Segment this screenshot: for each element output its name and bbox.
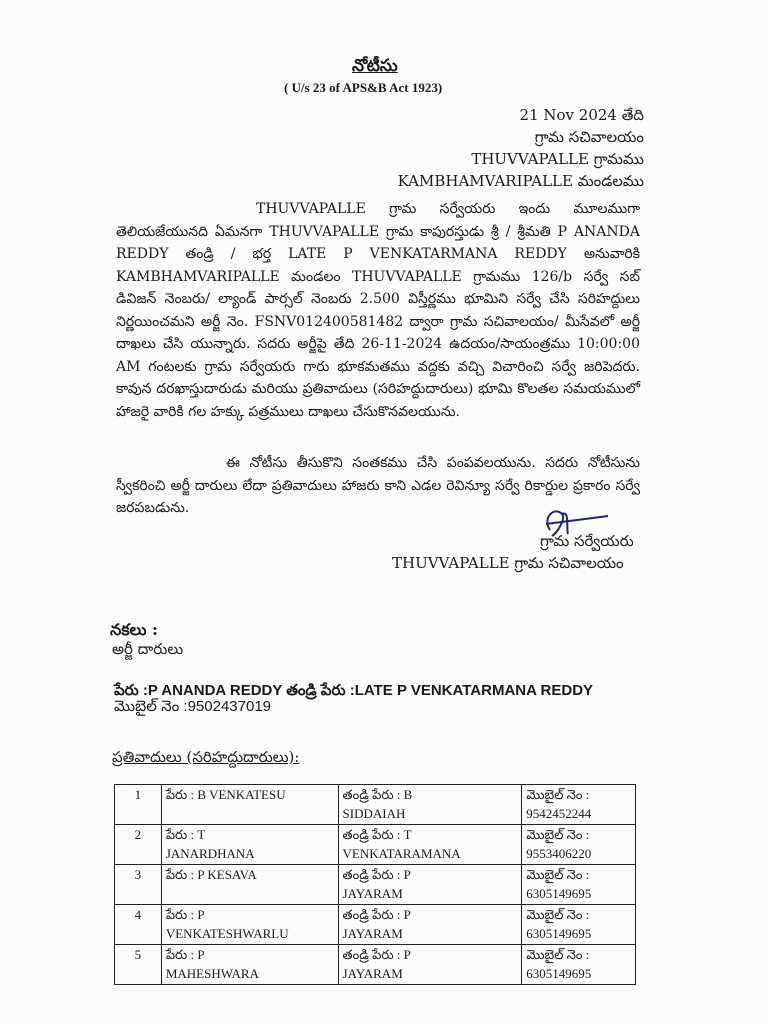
respondent-mobile: మొబైల్ నెం : 6305149695 bbox=[522, 945, 636, 985]
row-number: 2 bbox=[115, 825, 162, 865]
applicant-details: పేరు :P ANANDA REDDY తండ్రి పేరు :LATE P VENKATARMANA REDDY bbox=[114, 682, 594, 699]
notice-title: నోటీసు bbox=[352, 56, 398, 76]
respondent-father: తండ్రి పేరు : P JAYARAM bbox=[338, 945, 522, 985]
respondents-table bbox=[114, 784, 636, 985]
respondent-name: పేరు : B VENKATESU bbox=[161, 785, 338, 825]
signatory-office: THUVVAPALLE గ్రామ సచివాలయం bbox=[392, 554, 624, 572]
row-number: 1 bbox=[115, 785, 162, 825]
respondent-name: పేరు : P MAHESHWARA bbox=[161, 945, 338, 985]
notice-act-reference: ( U/s 23 of APS&B Act 1923) bbox=[284, 80, 443, 95]
office-name: గ్రామ సచివాలయం bbox=[534, 128, 644, 146]
mandal-name: KAMBHAMVARIPALLE మండలము bbox=[397, 172, 644, 190]
table-row bbox=[115, 865, 636, 905]
respondent-name: పేరు : T JANARDHANA bbox=[161, 825, 338, 865]
table-row bbox=[115, 945, 636, 985]
row-number: 3 bbox=[115, 865, 162, 905]
respondent-mobile: మొబైల్ నెం : 6305149695 bbox=[522, 905, 636, 945]
respondent-father: తండ్రి పేరు : P JAYARAM bbox=[338, 865, 522, 905]
applicant-mobile: మొబైల్ నెం :9502437019 bbox=[114, 698, 272, 715]
row-number: 4 bbox=[115, 905, 162, 945]
table-row bbox=[115, 905, 636, 945]
respondent-mobile: మొబైల్ నెం : 6305149695 bbox=[522, 865, 636, 905]
copy-subheading: అర్జీ దారులు bbox=[112, 640, 184, 658]
respondent-father: తండ్రి పేరు : T VENKATARAMANA bbox=[338, 825, 522, 865]
village-name: THUVVAPALLE గ్రామము bbox=[471, 150, 644, 168]
body-text-1: THUVVAPALLE గ్రామ సర్వేయరు ఇందు మూలముగా తెలియజేయునది ఏమనగా THUVVAPALLE గ్రామ కాపురస్తుడు శ్రీ / శ్రీమతి P ANANDA REDDY తండ్రి / భర్త LATE P VENKATARMANA REDDY అనువారికి KAMBHAMVARIPALLE మండలం THUVVAPALLE గ్రామము 126/b సర్వే సబ్ డివిజన్ నెంబరు/ ల్యాండ్ పార్సల్ నెంబరు 2.500 విస్తీర్ణము భూమిని సర్వే చేసి సరిహద్దులు నిర్ణయించమని అర్జీ నెం. FSNV012400581482 ద్వారా గ్రామ సచివాలయం/ మీసేవలో అర్జీ దాఖలు చేసి యున్నారు. సదరు అర్జీపై తేది 26-11-2024 ఉదయం/సాయంత్రము 10:00:00 AM గంటలకు గ్రామ సర్వేయరు గారు భూకమతము వద్దకు వచ్చి విచారించి సర్వే జరిపెదరు. కావున దరఖాస్తుదారుడు మరియు ప్రతివాదులు (సరిహద్దుదారులు) భూమి కొలతల సమయములో హాజరై వారికి గల హక్కు పత్రములు దాఖలు చేసుకొనవలయును. bbox=[116, 201, 640, 420]
respondent-name: పేరు : P VENKATESHWARLU bbox=[161, 905, 338, 945]
notice-date: 21 Nov 2024 తేది bbox=[519, 106, 644, 124]
respondent-name: పేరు : P KESAVA bbox=[161, 865, 338, 905]
respondent-mobile: మొబైల్ నెం : 9553406220 bbox=[522, 825, 636, 865]
table-row bbox=[115, 785, 636, 825]
row-number: 5 bbox=[115, 945, 162, 985]
respondents-heading: ప్రతివాదులు (సరిహద్దుదారులు): bbox=[112, 748, 300, 766]
respondent-father: తండ్రి పేరు : B SIDDAIAH bbox=[338, 785, 522, 825]
signatory-title: గ్రామ సర్వేయరు bbox=[540, 532, 634, 550]
notice-body-paragraph-1 bbox=[116, 198, 640, 423]
table-row bbox=[115, 825, 636, 865]
body-text-2: ఈ నోటీసు తీసుకొని సంతకము చేసి పంపవలయును. సదరు నోటీసును స్వీకరించి అర్జీ దారులు లేదా ప్రతివాదులు హాజరు కాని ఎడల రెవిన్యూ సర్వే రికార్డుల ప్రకారం సర్వే జరపబడును. bbox=[116, 455, 640, 516]
respondent-father: తండ్రి పేరు : P JAYARAM bbox=[338, 905, 522, 945]
respondent-mobile: మొబైల్ నెం : 9542452244 bbox=[522, 785, 636, 825]
copy-heading: నకలు : bbox=[110, 620, 158, 639]
